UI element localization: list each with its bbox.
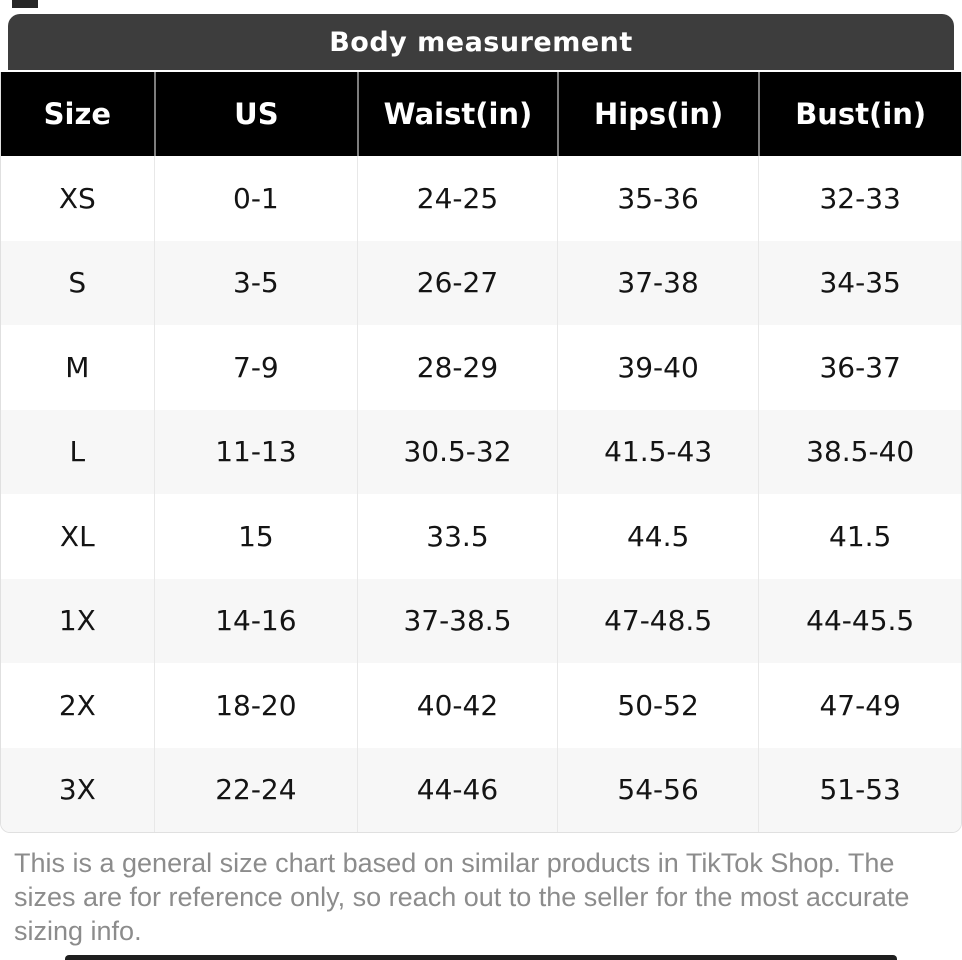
table-cell: 15 [154,494,358,579]
table-cell: 2X [58,688,96,722]
table-header-row [1,72,961,156]
table-cell: 40-42 [357,663,557,748]
table-cell: 11-13 [154,410,358,495]
size-table [0,72,962,833]
table-header-cell-hips: Hips(in) [557,72,759,156]
table-cell: 44-46 [357,748,557,833]
table-row [1,494,961,579]
table-cell: 50-52 [557,663,759,748]
table-cell: 32-33 [758,156,961,241]
table-cell: 33.5 [357,494,557,579]
table-cell: 34-35 [758,241,961,326]
table-cell: 14-16 [154,579,358,664]
table-cell: 47-49 [758,663,961,748]
table-cell: 37-38 [557,241,759,326]
table-row [1,410,961,495]
table-cell: 37-38.5 [357,579,557,664]
table-cell: 44-45.5 [758,579,961,664]
table-cell: 41.5 [758,494,961,579]
table-header-cell-size: Size [43,97,111,131]
table-row [1,156,961,241]
table-cell: 47-48.5 [557,579,759,664]
table-cell: 7-9 [154,325,358,410]
table-cell: 22-24 [154,748,358,833]
table-cell: 38.5-40 [758,410,961,495]
size-table-body [1,156,961,832]
table-row [1,663,961,748]
table-cell: S [68,266,87,300]
table-cell: 41.5-43 [557,410,759,495]
chart-title: Body measurement [329,26,633,58]
table-row [1,579,961,664]
table-cell: 1X [58,604,96,638]
table-cell: 54-56 [557,748,759,833]
table-cell: L [69,435,86,469]
table-cell: XS [58,181,96,215]
table-cell: 18-20 [154,663,358,748]
table-cell: 51-53 [758,748,961,833]
cutoff-element-top-left [12,0,38,8]
disclaimer-text: This is a general size chart based on similar products in TikTok Shop. The sizes are for reference only, so reach out to the seller for the most accurate sizing info. [14,848,910,946]
table-cell: 24-25 [357,156,557,241]
table-cell: XL [59,519,95,553]
table-cell: 30.5-32 [357,410,557,495]
cutoff-button-edge-bottom [65,955,897,960]
size-chart-card [0,14,962,833]
table-cell: 35-36 [557,156,759,241]
table-cell: 44.5 [557,494,759,579]
table-row [1,748,961,833]
table-cell: 3-5 [154,241,358,326]
table-cell: M [65,350,90,384]
table-cell: 26-27 [357,241,557,326]
table-cell: 39-40 [557,325,759,410]
table-header-cell-us: US [154,72,358,156]
table-row [1,241,961,326]
table-header-cell-bust: Bust(in) [758,72,961,156]
table-cell: 3X [58,773,96,807]
table-cell: 0-1 [154,156,358,241]
table-header-cell-waist: Waist(in) [357,72,557,156]
table-cell: 36-37 [758,325,961,410]
table-cell: 28-29 [357,325,557,410]
chart-title-bar [8,14,954,70]
table-row [1,325,961,410]
